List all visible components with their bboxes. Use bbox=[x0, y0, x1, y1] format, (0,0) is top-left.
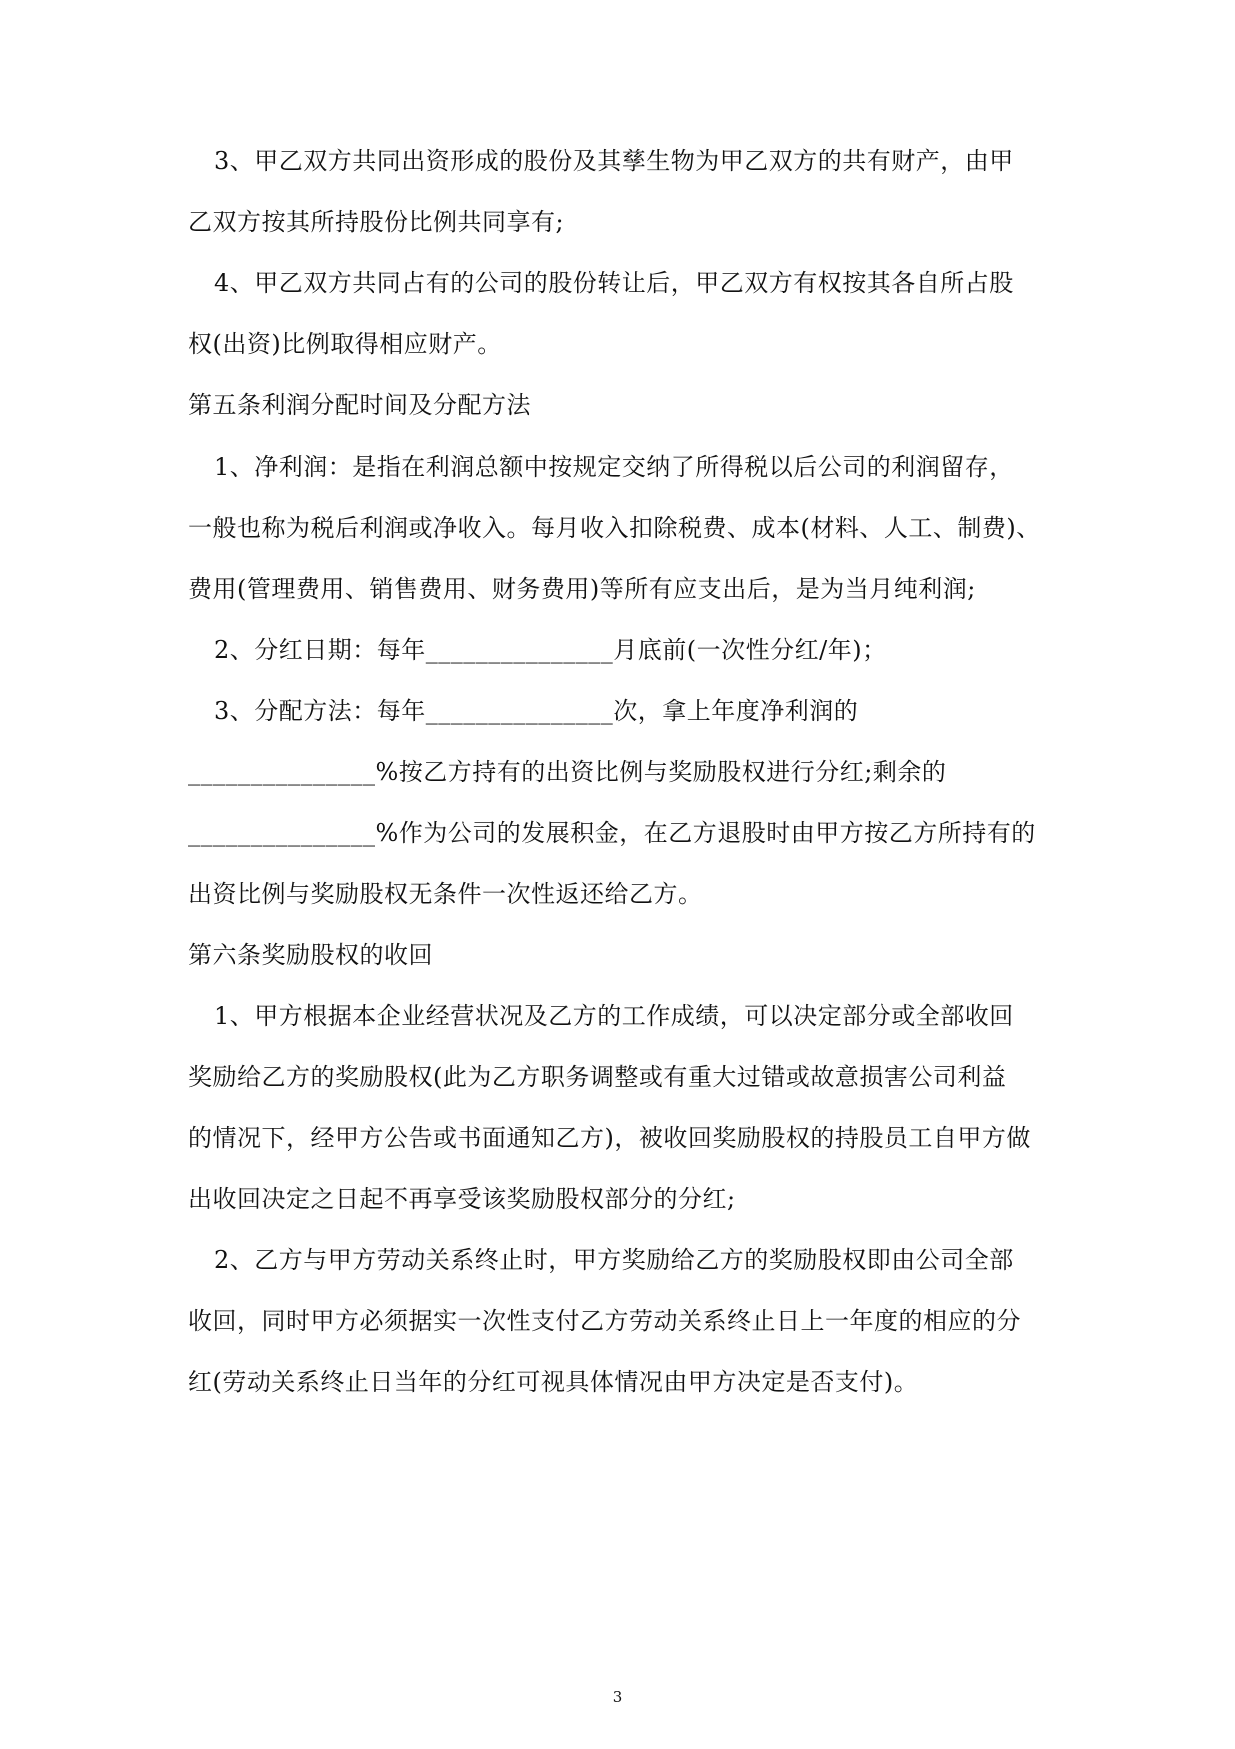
paragraph-line: 2、乙方与甲方劳动关系终止时，甲方奖励给乙方的奖励股权即由公司全部 bbox=[214, 1246, 1014, 1274]
paragraph-line: 2、分红日期：每年_______________月底前(一次性分红/年)； bbox=[214, 636, 887, 664]
paragraph-line: 1、净利润：是指在利润总额中按规定交纳了所得税以后公司的利润留存， bbox=[214, 453, 1014, 481]
paragraph-line: _______________%作为公司的发展积金，在乙方退股时由甲方按乙方所持有的 bbox=[188, 819, 1036, 847]
paragraph-line: 乙双方按其所持股份比例共同享有; bbox=[188, 208, 565, 236]
paragraph-line: 4、甲乙双方共同占有的公司的股份转让后，甲乙双方有权按其各自所占股 bbox=[214, 269, 1014, 297]
paragraph-line: 奖励给乙方的奖励股权(此为乙方职务调整或有重大过错或故意损害公司利益 bbox=[188, 1063, 1007, 1091]
section-heading: 第六条奖励股权的收回 bbox=[188, 941, 433, 969]
paragraph-line: 1、甲方根据本企业经营状况及乙方的工作成绩，可以决定部分或全部收回 bbox=[214, 1002, 1014, 1030]
paragraph-line: 出收回决定之日起不再享受该奖励股权部分的分红; bbox=[188, 1185, 736, 1213]
paragraph-line: 一般也称为税后利润或净收入。每月收入扣除税费、成本(材料、人工、制费)、 bbox=[188, 514, 1041, 542]
paragraph-line: 3、甲乙双方共同出资形成的股份及其孳生物为甲乙双方的共有财产，由甲 bbox=[214, 147, 1014, 175]
paragraph-line: _______________%按乙方持有的出资比例与奖励股权进行分红;剩余的 bbox=[188, 758, 947, 786]
paragraph-line: 的情况下，经甲方公告或书面通知乙方)，被收回奖励股权的持股员工自甲方做 bbox=[188, 1124, 1031, 1152]
paragraph-line: 3、分配方法：每年_______________次，拿上年度净利润的 bbox=[214, 697, 859, 725]
paragraph-line: 出资比例与奖励股权无条件一次性返还给乙方。 bbox=[188, 880, 703, 908]
section-heading: 第五条利润分配时间及分配方法 bbox=[188, 391, 531, 419]
paragraph-line: 权(出资)比例取得相应财产。 bbox=[188, 330, 502, 358]
paragraph-line: 收回，同时甲方必须据实一次性支付乙方劳动关系终止日上一年度的相应的分 bbox=[188, 1307, 1021, 1335]
paragraph-line: 红(劳动关系终止日当年的分红可视具体情况由甲方决定是否支付)。 bbox=[188, 1368, 919, 1396]
page-number: 3 bbox=[612, 1688, 623, 1706]
paragraph-line: 费用(管理费用、销售费用、财务费用)等所有应支出后，是为当月纯利润; bbox=[188, 575, 976, 603]
